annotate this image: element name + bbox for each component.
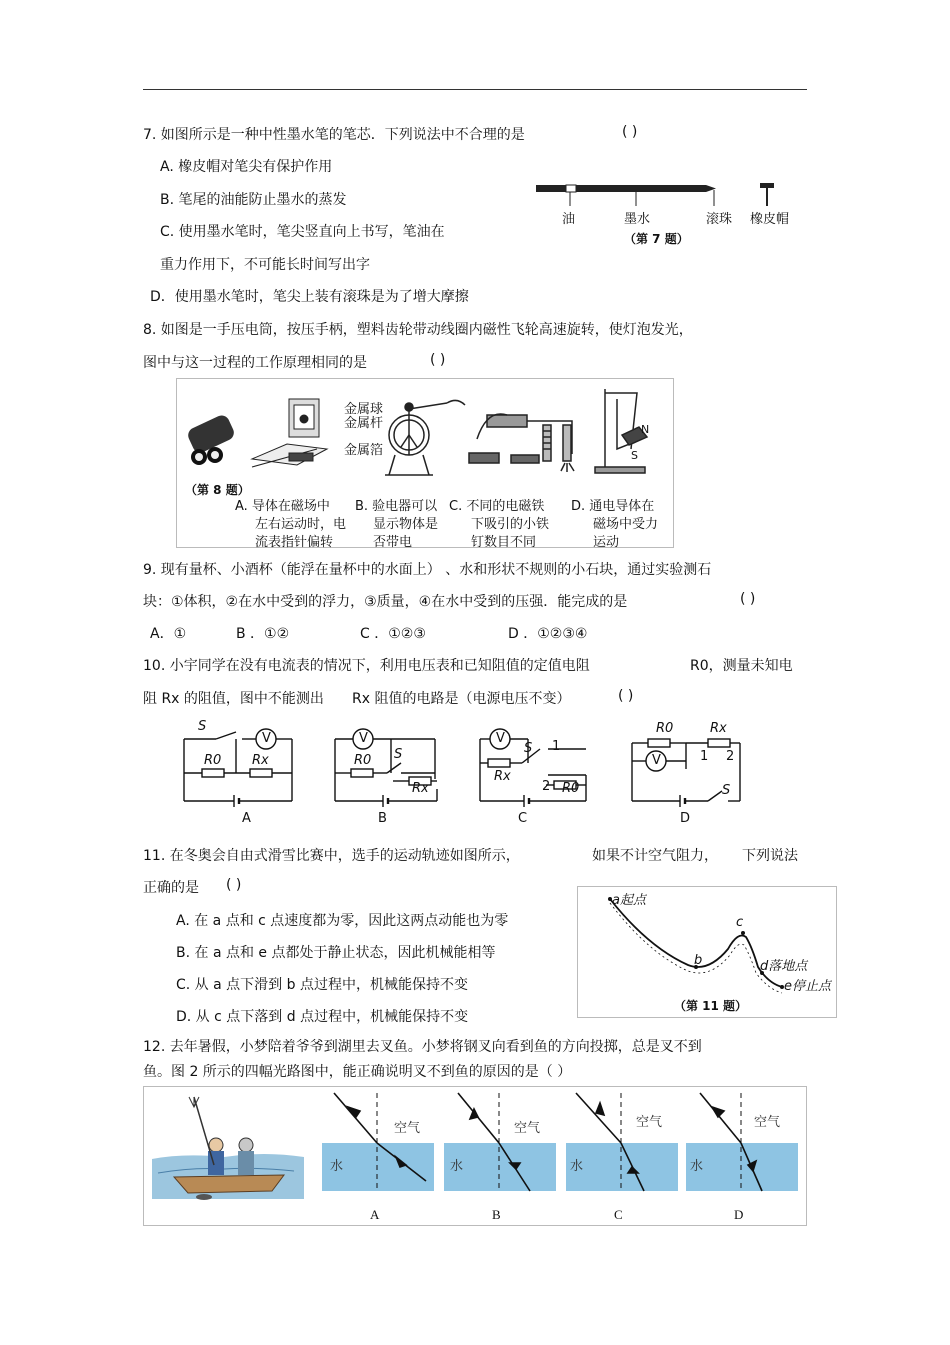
circuit-a: [184, 729, 292, 807]
q8-option-a-line2: 左右运动时，电: [255, 517, 347, 532]
q7-label-ink: 墨水: [624, 212, 651, 227]
conductor-magnet-apparatus: [252, 399, 327, 467]
q8-label-metal-foil: 金属箔: [344, 443, 384, 458]
q12-drawing: [144, 1087, 808, 1227]
q8-option-c-line2: 下吸引的小铁: [471, 517, 550, 532]
q8-stem-line1: 8. 如图是一手压电筒，按压手柄，塑料齿轮带动线圈内磁性飞轮高速旋转，使灯泡发光，: [143, 322, 693, 338]
q12-d-air-label: 空气: [754, 1115, 781, 1130]
q8-label-metal-ball: 金属球: [344, 402, 384, 417]
q10-c-switch-label: S: [524, 741, 533, 756]
q10-c-voltmeter-label: V: [496, 731, 505, 746]
q8-option-b-line2: 显示物体是: [373, 517, 439, 532]
q11-bracket: ( ): [226, 877, 242, 893]
q7-label-oil: 油: [562, 212, 576, 227]
q9-option-a: A．①: [150, 626, 187, 642]
q11-label-c: c: [736, 915, 744, 930]
q11-figure-caption: （第 11 题）: [674, 999, 748, 1013]
q8-stem-line2: 图中与这一过程的工作原理相同的是: [143, 355, 367, 371]
q10-d-switch-label: S: [722, 783, 731, 798]
q10-label-a: A: [242, 811, 251, 826]
q12-d-water-label: 水: [690, 1159, 704, 1174]
q8-figure-caption: （第 8 题）: [185, 483, 250, 497]
q12-b-water-label: 水: [450, 1159, 464, 1174]
fishing-boat-illustration: [152, 1097, 304, 1200]
q10-a-switch-label: S: [198, 719, 207, 734]
q10-d-voltmeter-label: V: [652, 753, 661, 768]
q9-option-b: B ．①②: [236, 626, 290, 642]
electroscope: [385, 400, 465, 475]
q11-option-b: B. 在 a 点和 e 点都处于静止状态，因此机械能相等: [176, 945, 496, 961]
q7-bracket: ( ): [622, 124, 638, 140]
q12-c-water-label: 水: [570, 1159, 584, 1174]
flashlight-icon: [186, 413, 237, 465]
q11-option-a: A. 在 a 点和 c 点速度都为零，因此这两点动能也为零: [176, 913, 509, 929]
q7-label-cap: 橡皮帽: [750, 212, 790, 227]
q10-circuits-figure: [176, 719, 760, 831]
q11-label-e: e停止点: [784, 979, 831, 994]
q8-label-metal-rod: 金属杆: [344, 416, 384, 431]
q12-a-water-label: 水: [330, 1159, 344, 1174]
q12-stem-line1: 12. 去年暑假，小梦陪着爷爷到湖里去叉鱼。小梦将钢叉向看到鱼的方向投掷，总是叉不到: [143, 1039, 702, 1055]
q9-stem-line1: 9. 现有量杯、小酒杯（能浮在量杯中的水面上） 、水和形状不规则的小石块，通过实验测石: [143, 562, 712, 578]
q10-a-rx-label: Rx: [252, 753, 269, 768]
q8-option-a-line1: A. 导体在磁场中: [235, 499, 330, 514]
q12-stem-line2: 鱼。图 2 所示的四幅光路图中，能正确说明叉不到鱼的原因的是（ ）: [143, 1064, 572, 1080]
q10-a-voltmeter-label: V: [262, 731, 271, 746]
q10-stem-line1a: 10. 小宇同学在没有电流表的情况下，利用电压表和已知阻值的定值电阻: [143, 658, 590, 674]
q10-a-r0-label: R0: [204, 753, 222, 768]
q10-b-voltmeter-label: V: [359, 731, 368, 746]
q10-d-r0-label: R0: [656, 721, 674, 736]
q11-label-b: b: [694, 953, 703, 968]
q8-option-d-line1: D. 通电导体在: [571, 499, 655, 514]
q12-figure: [143, 1086, 807, 1226]
q10-d-rx-label: Rx: [710, 721, 727, 736]
q11-stem-line1b: 如果不计空气阻力，: [592, 848, 718, 864]
q10-stem-line1b: R0，测量未知电: [690, 658, 793, 674]
q11-option-d: D. 从 c 点下落到 d 点过程中，机械能保持不变: [176, 1009, 469, 1025]
q7-figure-caption: （第 7 题）: [624, 232, 689, 246]
q8-bracket: ( ): [430, 352, 446, 368]
q8-pole-s: S: [631, 449, 638, 462]
q7-option-c-line2: 重力作用下，不可能长时间写出字: [160, 257, 370, 273]
q11-option-c: C. 从 a 点下滑到 b 点过程中，机械能保持不变: [176, 977, 468, 993]
q7-option-d: D．使用墨水笔时，笔尖上装有滚珠是为了增大摩擦: [150, 289, 469, 305]
q7-option-b: B. 笔尾的油能防止墨水的蒸发: [160, 192, 347, 208]
q12-c-air-label: 空气: [636, 1115, 663, 1130]
q9-option-d: D ．①②③④: [508, 626, 588, 642]
q12-a-air-label: 空气: [394, 1121, 421, 1136]
q10-bracket: ( ): [618, 688, 634, 704]
q11-ski-track-figure: [577, 886, 837, 1018]
top-rule: [143, 89, 807, 90]
q10-c-terminal-2: 2: [542, 779, 551, 794]
q8-option-c-line1: C. 不同的电磁铁: [449, 499, 545, 514]
current-conductor-in-field: [595, 389, 650, 473]
q10-label-d: D: [680, 811, 691, 826]
q10-b-r0-label: R0: [354, 753, 372, 768]
q12-label-b: B: [492, 1207, 501, 1222]
q9-bracket: ( ): [740, 591, 756, 607]
q10-c-terminal-1: 1: [552, 739, 561, 754]
q10-label-b: B: [378, 811, 387, 826]
q8-option-d-line3: 运动: [593, 535, 620, 550]
q7-label-ball: 滚珠: [706, 212, 733, 227]
q10-c-rx-label: Rx: [494, 769, 511, 784]
q10-d-terminal-1: 1: [700, 749, 709, 764]
q11-stem-line1a: 11. 在冬奥会自由式滑雪比赛中，选手的运动轨迹如图所示，: [143, 848, 520, 864]
q10-label-c: C: [518, 811, 528, 826]
q8-option-c-line3: 钉数目不同: [471, 535, 537, 550]
q10-stem-line2a: 阻 Rx 的阻值，图中不能测出: [143, 691, 324, 707]
q11-label-d: d落地点: [760, 959, 808, 974]
q10-c-r0-label: R0: [562, 781, 580, 796]
q8-option-a-line3: 流表指针偏转: [255, 535, 334, 550]
q10-b-switch-label: S: [394, 747, 403, 762]
q10-d-terminal-2: 2: [726, 749, 735, 764]
q7-option-c-line1: C. 使用墨水笔时，笔尖竖直向上书写，笔油在: [160, 224, 445, 240]
q12-b-air-label: 空气: [514, 1121, 541, 1136]
q11-stem-line2: 正确的是: [143, 880, 199, 896]
q8-option-b-line1: B. 验电器可以: [355, 499, 438, 514]
q11-label-a: a起点: [612, 893, 646, 908]
q11-stem-line1c: 下列说法: [742, 848, 798, 864]
q7-option-a: A. 橡皮帽对笔尖有保护作用: [160, 159, 333, 175]
q9-stem-line2: 块：①体积，②在水中受到的浮力，③质量，④在水中受到的压强．能完成的是: [143, 594, 628, 610]
q12-label-d: D: [734, 1207, 744, 1222]
q10-b-rx-label: Rx: [412, 781, 429, 796]
q8-option-b-line3: 否带电: [373, 535, 413, 550]
electromagnets: [469, 414, 574, 472]
q7-pen-refill-figure: [528, 180, 810, 252]
q12-label-a: A: [370, 1207, 380, 1222]
q8-figure: [176, 378, 674, 548]
q10-stem-line2b: Rx 阻值的电路是（电源电压不变）: [352, 691, 571, 707]
q7-stem: 7. 如图所示是一种中性墨水笔的笔芯．下列说法中不合理的是: [143, 127, 525, 143]
q9-option-c: C ．①②③: [360, 626, 426, 642]
q12-label-c: C: [614, 1207, 623, 1222]
q8-option-d-line2: 磁场中受力: [593, 517, 659, 532]
q8-pole-n: N: [641, 423, 650, 436]
ray-diagrams: [322, 1093, 798, 1191]
